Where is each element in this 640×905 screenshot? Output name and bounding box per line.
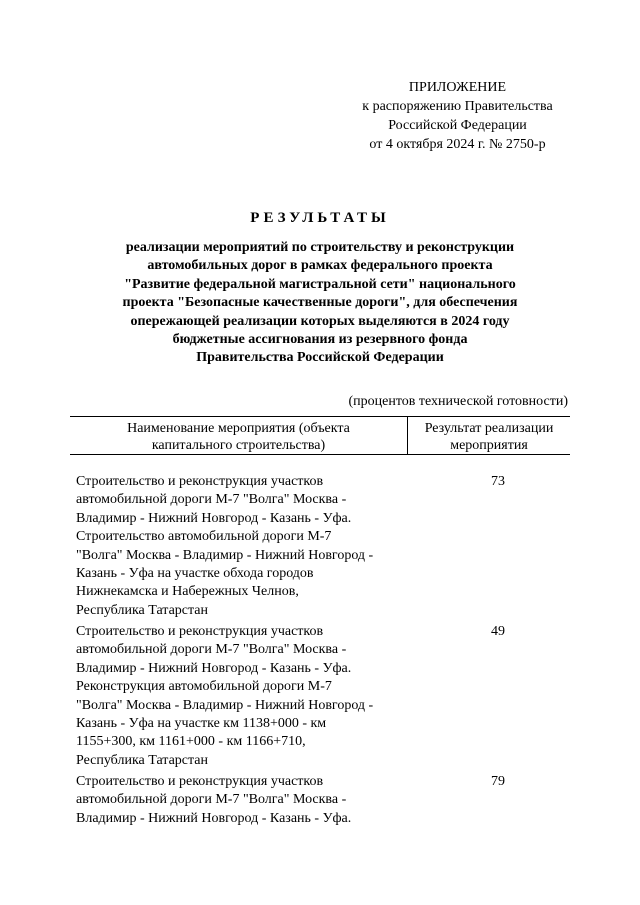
row-name-line: Республика Татарстан bbox=[76, 602, 209, 618]
row-name-line: Казань - Уфа на участке км 1138+000 - км bbox=[76, 716, 327, 732]
header-name-column bbox=[70, 417, 407, 454]
table-row bbox=[76, 773, 570, 828]
table-header bbox=[70, 416, 570, 455]
appendix-line: ПРИЛОЖЕНИЕ bbox=[408, 80, 507, 95]
row-name-cell bbox=[76, 473, 416, 620]
row-value-cell: 73 bbox=[491, 474, 505, 489]
subtitle-line: реализации мероприятий по строительству и реконструкции bbox=[125, 240, 515, 255]
subtitle-line: автомобильных дорог в рамках федерального проекта bbox=[147, 258, 493, 274]
row-name-line: Строительство и реконструкция участков bbox=[76, 474, 324, 489]
row-name-line: Владимир - Нижний Новгород - Казань - Уфа. bbox=[76, 510, 352, 526]
row-name-cell bbox=[76, 623, 416, 770]
document-subtitle bbox=[95, 239, 545, 368]
subtitle-line: "Развитие федеральной магистральной сети" национального bbox=[124, 276, 516, 292]
header-result-line: мероприятия bbox=[450, 438, 528, 453]
row-name-line: Строительство и реконструкция участков bbox=[76, 774, 324, 789]
header-name-line: капитального строительства) bbox=[151, 438, 326, 453]
subtitle-line: Правительства Российской Федерации bbox=[196, 350, 444, 366]
header-name-line: Наименование мероприятия (объекта bbox=[127, 421, 350, 436]
row-name-line: Владимир - Нижний Новгород - Казань - Уфа. bbox=[76, 810, 352, 826]
row-name-line: 1155+300, км 1161+000 - км 1166+710, bbox=[76, 734, 306, 750]
row-name-line: автомобильной дороги М-7 "Волга" Москва - bbox=[76, 792, 347, 808]
row-name-line: Нижнекамска и Набережных Челнов, bbox=[76, 584, 299, 600]
row-name-line: Строительство автомобильной дороги М-7 bbox=[76, 529, 332, 545]
row-value-cell: 79 bbox=[491, 774, 505, 789]
appendix-line: Российской Федерации bbox=[388, 118, 527, 133]
subtitle-line: бюджетные ассигнования из резервного фонда bbox=[172, 332, 468, 348]
row-name-line: Казань - Уфа на участке обхода городов bbox=[76, 566, 314, 582]
table-row bbox=[76, 623, 570, 770]
appendix-line: к распоряжению Правительства bbox=[362, 99, 553, 114]
appendix-line: от 4 октября 2024 г. № 2750-р bbox=[369, 137, 546, 152]
unit-note: (процентов технической готовности) bbox=[348, 394, 568, 409]
document-title: РЕЗУЛЬТАТЫ bbox=[250, 210, 390, 226]
appendix-block bbox=[300, 78, 615, 154]
header-result-column bbox=[407, 417, 570, 454]
header-result-line: Результат реализации bbox=[424, 421, 554, 436]
row-name-line: "Волга" Москва - Владимир - Нижний Новгород - bbox=[76, 697, 374, 713]
row-name-line: Владимир - Нижний Новгород - Казань - Уфа. bbox=[76, 660, 352, 676]
row-value-cell: 49 bbox=[491, 624, 505, 639]
table-row bbox=[76, 473, 570, 620]
row-name-line: Реконструкция автомобильной дороги М-7 bbox=[76, 679, 332, 695]
row-name-cell bbox=[76, 773, 416, 828]
row-name-line: автомобильной дороги М-7 "Волга" Москва - bbox=[76, 492, 347, 508]
row-name-line: Строительство и реконструкция участков bbox=[76, 624, 324, 639]
subtitle-line: опережающей реализации которых выделяются в 2024 году bbox=[130, 313, 510, 329]
row-name-line: "Волга" Москва - Владимир - Нижний Новгород - bbox=[76, 547, 374, 563]
row-name-line: автомобильной дороги М-7 "Волга" Москва - bbox=[76, 642, 347, 658]
subtitle-line: проекта "Безопасные качественные дороги", для обеспечения bbox=[122, 295, 518, 311]
row-name-line: Республика Татарстан bbox=[76, 752, 209, 768]
